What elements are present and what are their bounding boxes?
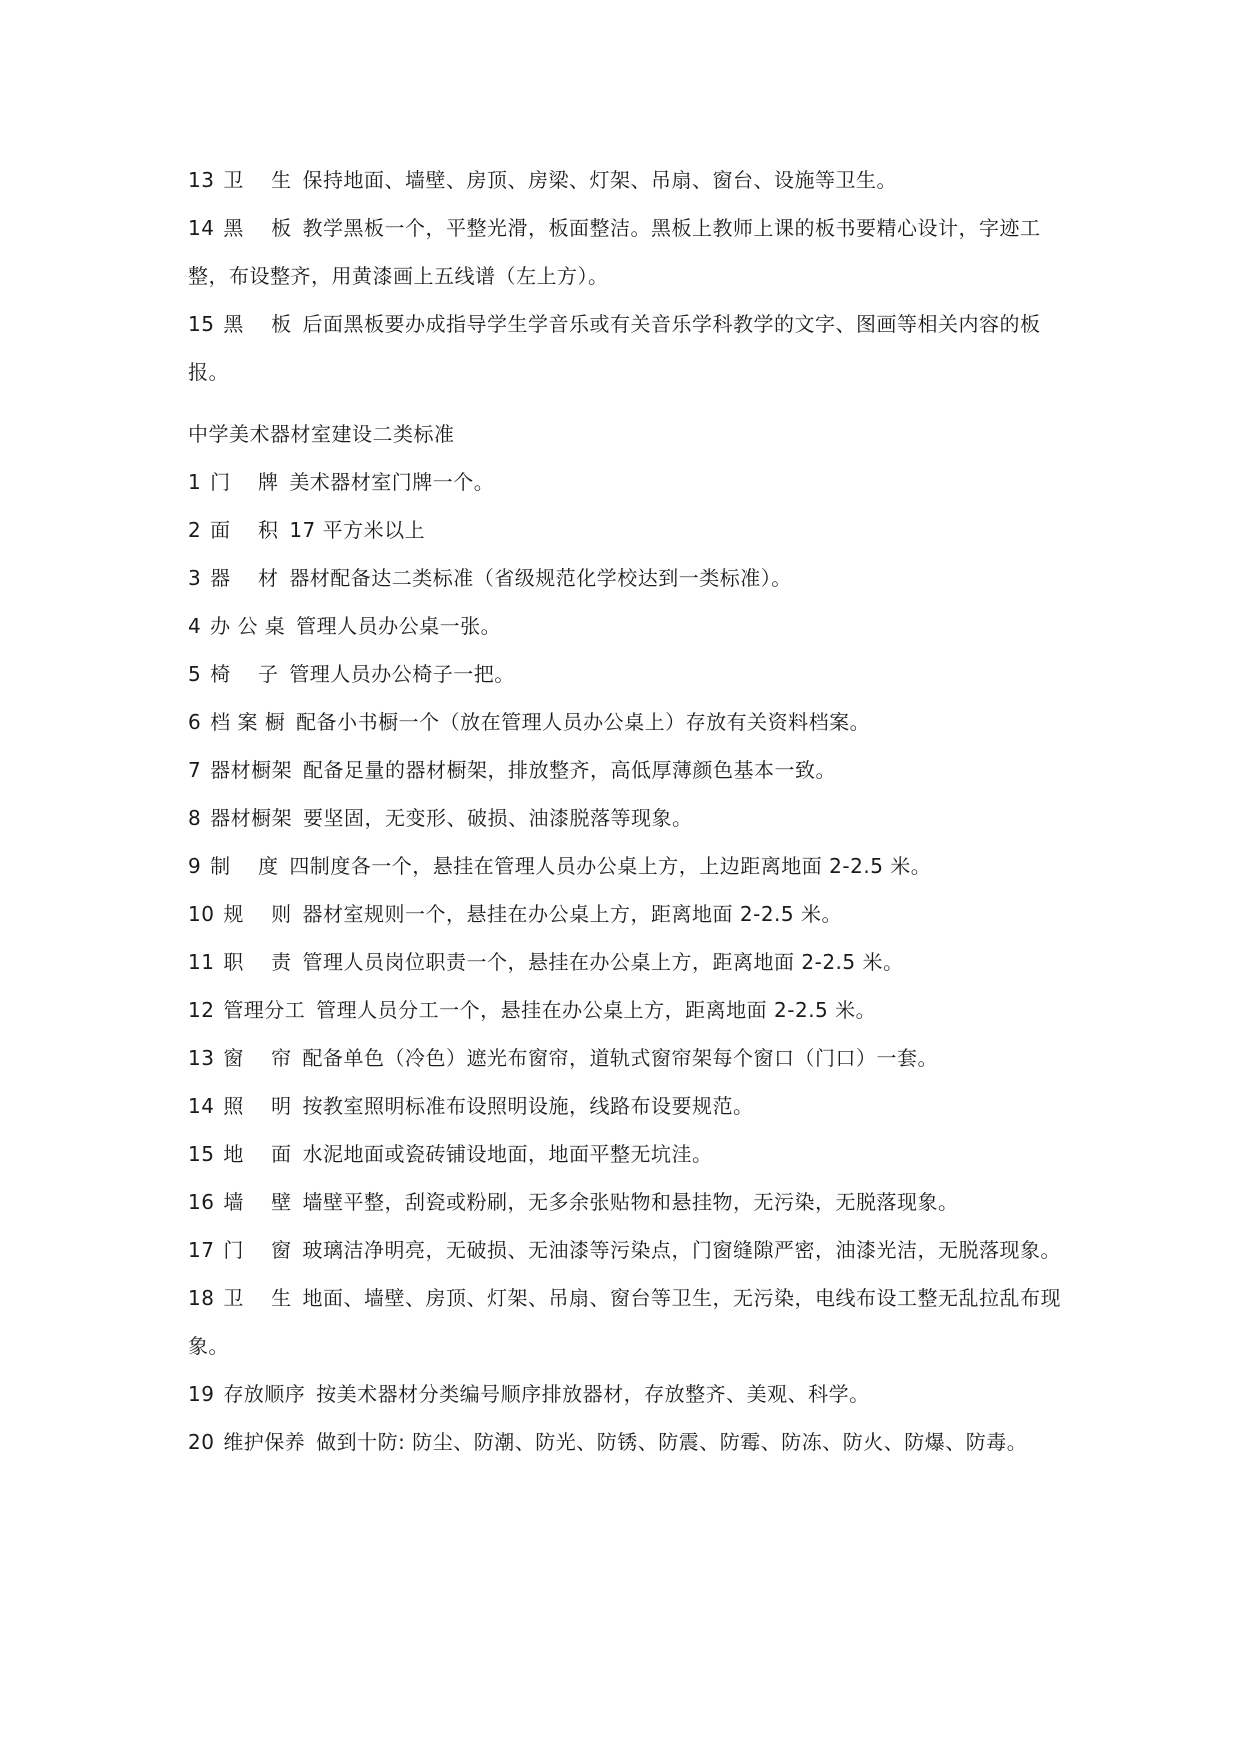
- item-term: 规 则: [223, 902, 292, 926]
- item-number: 1: [188, 470, 202, 494]
- section-b-list: [188, 458, 1068, 1466]
- item-description: 器材室规则一个，悬挂在办公桌上方，距离地面 2-2.5 米。: [302, 902, 842, 926]
- item-term: 窗 帘: [223, 1046, 292, 1070]
- list-item: [188, 1418, 1068, 1466]
- list-item: [188, 890, 1068, 938]
- item-term: 职 责: [223, 950, 292, 974]
- item-description: 配备足量的器材橱架，排放整齐，高低厚薄颜色基本一致。: [302, 758, 836, 782]
- item-description: 保持地面、墙壁、房顶、房梁、灯架、吊扇、窗台、设施等卫生。: [302, 168, 898, 192]
- list-item: [188, 938, 1068, 986]
- item-number: 3: [188, 566, 202, 590]
- item-term: 存放顺序: [223, 1382, 306, 1406]
- item-term: 门 窗: [223, 1238, 292, 1262]
- item-term: 管理分工: [223, 998, 306, 1022]
- item-description: 管理人员岗位职责一个，悬挂在办公桌上方，距离地面 2-2.5 米。: [302, 950, 904, 974]
- item-term: 黑 板: [223, 216, 292, 240]
- item-number: 16: [188, 1190, 215, 1214]
- item-number: 19: [188, 1382, 215, 1406]
- item-number: 7: [188, 758, 202, 782]
- item-number: 12: [188, 998, 215, 1022]
- item-description: 做到十防: 防尘、防潮、防光、防锈、防震、防霉、防冻、防火、防爆、防毒。: [316, 1430, 1028, 1454]
- item-number: 18: [188, 1286, 215, 1310]
- item-term: 椅 子: [210, 662, 279, 686]
- item-description: 美术器材室门牌一个。: [289, 470, 495, 494]
- list-item: [188, 698, 1068, 746]
- item-number: 14: [188, 1094, 215, 1118]
- item-description: 配备单色（冷色）遮光布窗帘，道轨式窗帘架每个窗口（门口）一套。: [302, 1046, 939, 1070]
- item-description: 管理人员分工一个，悬挂在办公桌上方，距离地面 2-2.5 米。: [316, 998, 877, 1022]
- item-number: 13: [188, 1046, 215, 1070]
- item-term: 卫 生: [223, 1286, 292, 1310]
- item-description: 17 平方米以上: [289, 518, 426, 542]
- list-item: [188, 1178, 1068, 1226]
- document-page: [188, 156, 1068, 1466]
- list-item: [188, 1274, 1068, 1370]
- item-number: 5: [188, 662, 202, 686]
- item-term: 维护保养: [223, 1430, 306, 1454]
- list-item: [188, 746, 1068, 794]
- item-description: 水泥地面或瓷砖铺设地面，地面平整无坑洼。: [302, 1142, 713, 1166]
- list-item: [188, 650, 1068, 698]
- item-description: 要坚固，无变形、破损、油漆脱落等现象。: [302, 806, 693, 830]
- item-number: 10: [188, 902, 215, 926]
- item-term: 面 积: [210, 518, 279, 542]
- item-term: 器材橱架: [210, 806, 293, 830]
- item-term: 办 公 桌: [210, 614, 286, 638]
- list-item: [188, 842, 1068, 890]
- item-number: 4: [188, 614, 202, 638]
- item-term: 门 牌: [210, 470, 279, 494]
- item-number: 9: [188, 854, 202, 878]
- item-term: 制 度: [210, 854, 279, 878]
- list-item: [188, 458, 1068, 506]
- list-item: [188, 986, 1068, 1034]
- list-item: [188, 156, 1068, 204]
- item-description: 玻璃洁净明亮，无破损、无油漆等污染点，门窗缝隙严密，油漆光洁，无脱落现象。: [302, 1238, 1062, 1262]
- item-term: 墙 壁: [223, 1190, 292, 1214]
- list-item: [188, 1082, 1068, 1130]
- item-term: 档 案 橱: [210, 710, 286, 734]
- item-number: 15: [188, 312, 215, 336]
- item-description: 按美术器材分类编号顺序排放器材，存放整齐、美观、科学。: [316, 1382, 870, 1406]
- item-number: 14: [188, 216, 215, 240]
- list-item: [188, 204, 1068, 300]
- list-item: [188, 300, 1068, 396]
- item-number: 15: [188, 1142, 215, 1166]
- section-a-list: [188, 156, 1068, 396]
- item-term: 器材橱架: [210, 758, 293, 782]
- item-description: 后面黑板要办成指导学生学音乐或有关音乐学科教学的文字、图画等相关内容的板报。: [188, 312, 1041, 384]
- item-description: 器材配备达二类标准（省级规范化学校达到一类标准）。: [289, 566, 792, 590]
- list-item: [188, 1130, 1068, 1178]
- item-term: 器 材: [210, 566, 279, 590]
- item-term: 黑 板: [223, 312, 292, 336]
- item-description: 管理人员办公椅子一把。: [289, 662, 515, 686]
- item-description: 配备小书橱一个（放在管理人员办公桌上）存放有关资料档案。: [296, 710, 871, 734]
- item-number: 17: [188, 1238, 215, 1262]
- item-description: 按教室照明标准布设照明设施，线路布设要规范。: [302, 1094, 754, 1118]
- item-description: 四制度各一个，悬挂在管理人员办公桌上方，上边距离地面 2-2.5 米。: [289, 854, 932, 878]
- item-number: 13: [188, 168, 215, 192]
- item-description: 管理人员办公桌一张。: [296, 614, 502, 638]
- list-item: [188, 1226, 1068, 1274]
- list-item: [188, 602, 1068, 650]
- list-item: [188, 794, 1068, 842]
- item-term: 照 明: [223, 1094, 292, 1118]
- section-title: 中学美术器材室建设二类标准: [188, 422, 455, 446]
- item-number: 6: [188, 710, 202, 734]
- item-number: 20: [188, 1430, 215, 1454]
- list-item: [188, 1034, 1068, 1082]
- item-description: 墙壁平整，刮瓷或粉刷，无多余张贴物和悬挂物，无污染，无脱落现象。: [302, 1190, 959, 1214]
- item-number: 2: [188, 518, 202, 542]
- list-item: [188, 506, 1068, 554]
- item-number: 8: [188, 806, 202, 830]
- item-description: 教学黑板一个，平整光滑，板面整洁。黑板上教师上课的板书要精心设计，字迹工整，布设整齐，用黄漆画上五线谱（左上方）。: [188, 216, 1041, 288]
- item-term: 卫 生: [223, 168, 292, 192]
- list-item: [188, 1370, 1068, 1418]
- item-term: 地 面: [223, 1142, 292, 1166]
- list-item: [188, 554, 1068, 602]
- item-number: 11: [188, 950, 215, 974]
- item-description: 地面、墙壁、房顶、灯架、吊扇、窗台等卫生，无污染，电线布设工整无乱拉乱布现象。: [188, 1286, 1062, 1358]
